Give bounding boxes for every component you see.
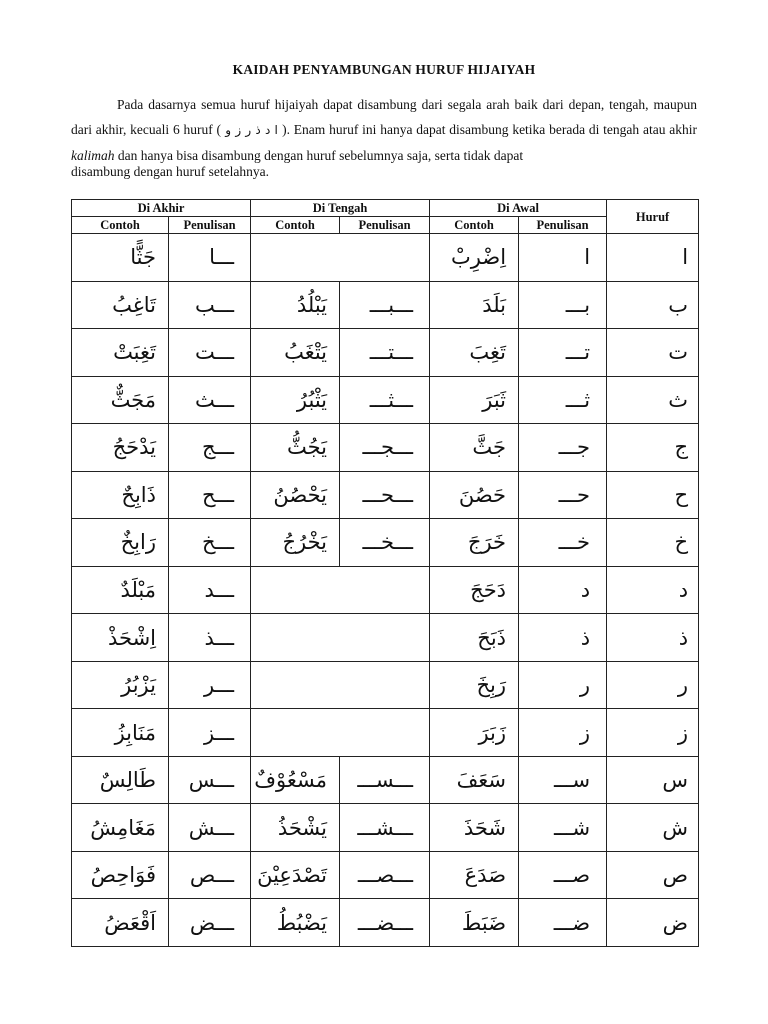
cell-akhir-contoh: اَقْعَضُ [72,899,169,947]
paragraph-text-1: Pada dasarnya semua huruf hijaiyah dapat disambung dari segala arah baik dari depan, tengah, maupun dari akhir, kecuali 6 huruf ( [71,97,697,137]
cell-akhir-contoh: مَغَامِشُ [72,804,169,852]
cell-tengah-contoh: يَثْبُرُ [251,376,340,424]
table-row [72,424,699,472]
cell-akhir-penulisan: ـــش [169,804,251,852]
cell-awal-contoh: شَحَذَ [430,804,519,852]
cell-tengah-contoh: يَبْلُدُ [251,281,340,329]
cell-tengah-contoh: يَضْبُطُ [251,899,340,947]
cell-akhir-penulisan: ـــا [169,234,251,282]
table-row [72,519,699,567]
cell-awal-penulisan: ذ [519,614,607,662]
cell-awal-contoh: دَحَجَ [430,566,519,614]
cell-tengah-empty [251,709,430,757]
cell-huruf: ب [607,281,699,329]
cell-tengah-empty [251,234,430,282]
cell-awal-penulisan: ا [519,234,607,282]
subheader-akhir-contoh: Contoh [72,217,169,234]
cell-akhir-contoh: اِشْحَذْ [72,614,169,662]
cell-tengah-penulisan: ـــثـــ [340,376,430,424]
paragraph-text-4: disambung dengan huruf setelahnya. [71,164,269,179]
cell-awal-penulisan: شـــ [519,804,607,852]
cell-huruf: ز [607,709,699,757]
cell-akhir-penulisan: ـــر [169,661,251,709]
cell-akhir-penulisan: ـــح [169,471,251,519]
cell-tengah-penulisan: ـــجـــ [340,424,430,472]
cell-huruf: د [607,566,699,614]
cell-tengah-contoh: يَشْحَذُ [251,804,340,852]
table-row [72,376,699,424]
cell-akhir-contoh: تَاغِبُ [72,281,169,329]
cell-huruf: ذ [607,614,699,662]
paragraph-arabic-letters: ا د ذ ر ز و [221,123,283,137]
cell-akhir-contoh: يَدْحَجُ [72,424,169,472]
table-row [72,899,699,947]
subheader-awal-contoh: Contoh [430,217,519,234]
table-row [72,281,699,329]
cell-akhir-penulisan: ـــز [169,709,251,757]
cell-akhir-contoh: جَثًّا [72,234,169,282]
table-row [72,756,699,804]
cell-akhir-contoh: مَجَثٌّ [72,376,169,424]
header-di-awal: Di Awal [430,200,607,217]
header-di-akhir: Di Akhir [72,200,251,217]
subheader-tengah-contoh: Contoh [251,217,340,234]
subheader-awal-penulisan: Penulisan [519,217,607,234]
cell-tengah-penulisan: ـــحـــ [340,471,430,519]
cell-tengah-penulisan: ـــبـــ [340,281,430,329]
cell-awal-contoh: اِضْرِبْ [430,234,519,282]
subheader-tengah-penulisan: Penulisan [340,217,430,234]
cell-awal-contoh: ضَبَطَ [430,899,519,947]
cell-awal-contoh: سَعَفَ [430,756,519,804]
cell-awal-penulisan: ر [519,661,607,709]
cell-tengah-empty [251,566,430,614]
paragraph-text-3: dan hanya bisa disambung dengan huruf sebelumnya saja, serta tidak dapat [114,148,524,163]
cell-akhir-penulisan: ـــث [169,376,251,424]
header-huruf: Huruf [607,200,699,234]
cell-awal-penulisan: ســـ [519,756,607,804]
cell-tengah-contoh: يَحْصُنُ [251,471,340,519]
cell-awal-contoh: صَدَعَ [430,851,519,899]
paragraph-text-2: ). Enam huruf ini hanya dapat disambung ketika berada di tengah atau akhir [282,122,697,137]
table-row [72,804,699,852]
cell-awal-penulisan: بـــ [519,281,607,329]
cell-tengah-contoh: تَصْدَعِيْنَ [251,851,340,899]
cell-akhir-penulisan: ـــض [169,899,251,947]
cell-awal-penulisan: د [519,566,607,614]
cell-akhir-contoh: يَزْبُرُ [72,661,169,709]
table-row [72,614,699,662]
cell-awal-penulisan: ز [519,709,607,757]
cell-akhir-contoh: رَابِخٌ [72,519,169,567]
table-row [72,329,699,377]
cell-tengah-contoh: يَتْغَبُ [251,329,340,377]
cell-tengah-penulisan: ـــســـ [340,756,430,804]
cell-huruf: س [607,756,699,804]
cell-tengah-contoh: يَجُثُّ [251,424,340,472]
cell-awal-penulisan: تـــ [519,329,607,377]
cell-awal-penulisan: صـــ [519,851,607,899]
cell-tengah-penulisan: ـــشـــ [340,804,430,852]
cell-awal-penulisan: جـــ [519,424,607,472]
cell-awal-contoh: ثَبَرَ [430,376,519,424]
table-row [72,234,699,282]
cell-akhir-penulisan: ـــج [169,424,251,472]
cell-akhir-contoh: طَالِسٌ [72,756,169,804]
page-title: KAIDAH PENYAMBUNGAN HURUF HIJAIYAH [232,62,536,77]
cell-huruf: ح [607,471,699,519]
table-row [72,566,699,614]
cell-huruf: ص [607,851,699,899]
cell-akhir-penulisan: ـــت [169,329,251,377]
cell-awal-contoh: بَلَدَ [430,281,519,329]
subheader-akhir-penulisan: Penulisan [169,217,251,234]
cell-huruf: ض [607,899,699,947]
cell-huruf: ج [607,424,699,472]
cell-tengah-penulisan: ـــخـــ [340,519,430,567]
cell-awal-contoh: رَبِخَ [430,661,519,709]
cell-huruf: ا [607,234,699,282]
cell-huruf: خ [607,519,699,567]
cell-huruf: ث [607,376,699,424]
cell-tengah-penulisan: ـــصـــ [340,851,430,899]
cell-akhir-penulisan: ـــذ [169,614,251,662]
table-row [72,661,699,709]
cell-tengah-empty [251,614,430,662]
cell-awal-penulisan: حـــ [519,471,607,519]
cell-akhir-penulisan: ـــخ [169,519,251,567]
header-di-tengah: Di Tengah [251,200,430,217]
cell-awal-contoh: خَرَجَ [430,519,519,567]
cell-tengah-contoh: يَخْرُجُ [251,519,340,567]
table-row [72,851,699,899]
hijaiyah-table [71,199,699,947]
cell-akhir-penulisan: ـــس [169,756,251,804]
table-row [72,709,699,757]
cell-huruf: ت [607,329,699,377]
cell-awal-contoh: تَغِبَ [430,329,519,377]
paragraph-italic-word: kalimah [71,148,115,163]
cell-akhir-penulisan: ـــب [169,281,251,329]
cell-huruf: ر [607,661,699,709]
cell-tengah-empty [251,661,430,709]
intro-paragraph [71,92,697,180]
cell-akhir-penulisan: ـــص [169,851,251,899]
cell-akhir-contoh: تَغِبَتْ [72,329,169,377]
cell-awal-contoh: حَصُنَ [430,471,519,519]
cell-akhir-contoh: ذَابِحٌ [72,471,169,519]
cell-huruf: ش [607,804,699,852]
cell-akhir-contoh: مَبْلَدٌ [72,566,169,614]
table-body [72,234,699,947]
cell-awal-penulisan: خـــ [519,519,607,567]
cell-awal-penulisan: ثـــ [519,376,607,424]
cell-awal-contoh: جَثَّ [430,424,519,472]
cell-tengah-penulisan: ـــتـــ [340,329,430,377]
cell-akhir-penulisan: ـــد [169,566,251,614]
table-row [72,471,699,519]
cell-awal-contoh: زَبَرَ [430,709,519,757]
cell-akhir-contoh: مَنَابِزُ [72,709,169,757]
cell-awal-penulisan: ضـــ [519,899,607,947]
cell-tengah-penulisan: ـــضـــ [340,899,430,947]
cell-akhir-contoh: فَوَاحِصُ [72,851,169,899]
cell-tengah-contoh: مَسْعُوْفٌ [251,756,340,804]
cell-awal-contoh: ذَبَحَ [430,614,519,662]
